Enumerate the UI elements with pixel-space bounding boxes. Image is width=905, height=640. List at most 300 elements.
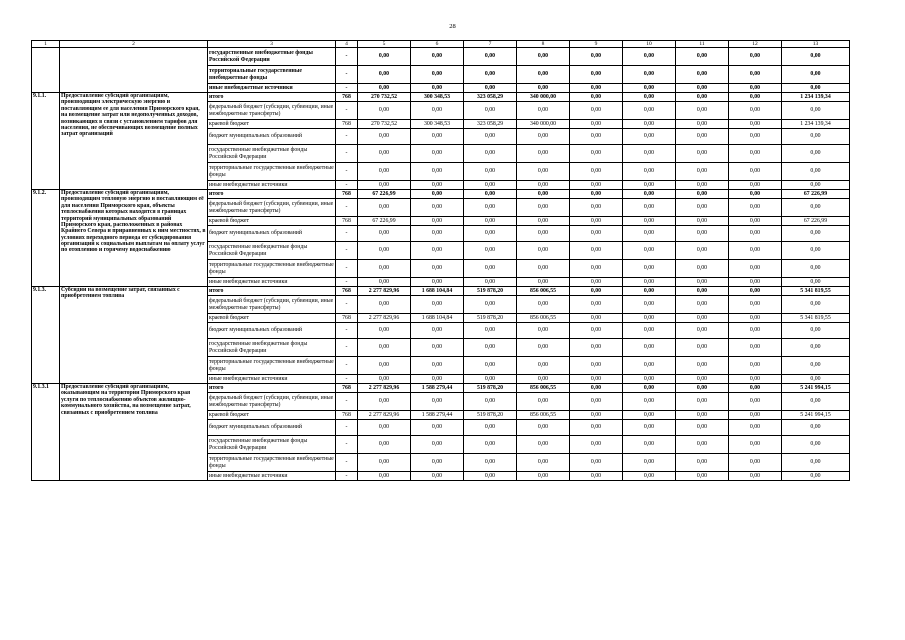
year-value: 0,00 [464, 181, 517, 190]
year-value: 0,00 [517, 66, 570, 84]
total-value: 67 226,99 [782, 190, 850, 199]
year-value: 0,00 [729, 102, 782, 120]
budget-code: - [336, 260, 358, 278]
year-value: 0,00 [570, 242, 623, 260]
funding-source: территориальные государственные внебюджетные фонды [208, 66, 336, 84]
year-value: 0,00 [570, 190, 623, 199]
year-value: 0,00 [464, 217, 517, 226]
table-row [32, 190, 850, 199]
budget-code: - [336, 472, 358, 481]
year-value: 0,00 [729, 163, 782, 181]
total-value: 5 341 819,55 [782, 314, 850, 323]
year-value: 0,00 [729, 420, 782, 436]
table-row [32, 287, 850, 296]
funding-source: бюджет муниципальных образований [208, 226, 336, 242]
year-value: 0,00 [570, 384, 623, 393]
year-value: 0,00 [464, 84, 517, 93]
column-number: 3 [208, 41, 336, 48]
year-value: 1 688 104,84 [411, 314, 464, 323]
funding-source: бюджет муниципальных образований [208, 323, 336, 339]
page-number: 28 [449, 23, 456, 30]
budget-code: - [336, 84, 358, 93]
year-value: 0,00 [464, 190, 517, 199]
year-value: 0,00 [517, 48, 570, 66]
year-value: 0,00 [676, 66, 729, 84]
year-value: 0,00 [411, 420, 464, 436]
year-value: 0,00 [570, 296, 623, 314]
year-value: 519 878,20 [464, 287, 517, 296]
year-value: 0,00 [570, 217, 623, 226]
year-value: 0,00 [570, 66, 623, 84]
total-value: 0,00 [782, 84, 850, 93]
year-value: 0,00 [623, 145, 676, 163]
year-value: 0,00 [570, 411, 623, 420]
year-value: 0,00 [464, 278, 517, 287]
year-value: 0,00 [464, 375, 517, 384]
year-value: 0,00 [464, 145, 517, 163]
year-value: 0,00 [464, 102, 517, 120]
year-value: 0,00 [411, 454, 464, 472]
column-number-row [32, 41, 850, 48]
year-value: 0,00 [729, 199, 782, 217]
column-number: 2 [60, 41, 208, 48]
year-value: 0,00 [464, 454, 517, 472]
total-value: 0,00 [782, 296, 850, 314]
year-value: 300 348,53 [411, 120, 464, 129]
funding-source: территориальные государственные внебюджетные фонды [208, 163, 336, 181]
year-value: 0,00 [676, 190, 729, 199]
year-value: 0,00 [729, 472, 782, 481]
year-value: 0,00 [517, 323, 570, 339]
funding-source: федеральный бюджет (субсидии, субвенции, иные межбюджетные трансферты) [208, 199, 336, 217]
year-value: 0,00 [411, 199, 464, 217]
total-value: 5 241 994,15 [782, 384, 850, 393]
year-value: 0,00 [411, 163, 464, 181]
year-value: 0,00 [517, 375, 570, 384]
budget-code: - [336, 375, 358, 384]
year-value: 0,00 [411, 278, 464, 287]
year-value: 0,00 [411, 84, 464, 93]
total-value: 0,00 [782, 436, 850, 454]
year-value: 519 878,20 [464, 411, 517, 420]
year-value: 0,00 [623, 163, 676, 181]
year-value: 323 058,29 [464, 120, 517, 129]
year-value: 0,00 [517, 242, 570, 260]
year-value: 0,00 [411, 296, 464, 314]
budget-code: - [336, 129, 358, 145]
year-value: 0,00 [623, 287, 676, 296]
total-value: 0,00 [782, 393, 850, 411]
year-value: 0,00 [729, 393, 782, 411]
year-value: 0,00 [517, 296, 570, 314]
funding-source: федеральный бюджет (субсидии, субвенции, иные межбюджетные трансферты) [208, 102, 336, 120]
budget-code: - [336, 66, 358, 84]
year-value: 0,00 [729, 145, 782, 163]
funding-source: итого [208, 93, 336, 102]
year-value: 0,00 [517, 102, 570, 120]
column-number: 7 [464, 41, 517, 48]
budget-code: - [336, 296, 358, 314]
year-value: 0,00 [570, 199, 623, 217]
year-value: 0,00 [517, 199, 570, 217]
funding-source: государственные внебюджетные фонды Российской Федерации [208, 339, 336, 357]
year-value: 0,00 [729, 242, 782, 260]
year-value: 0,00 [676, 226, 729, 242]
funding-source: итого [208, 287, 336, 296]
item-description: Предоставление субсидий организациям, производящим тепловую энергию и поставляющим её для населения Приморского края, объекты теплоснабжения которых находятся в границах территорий муниципальных образований Приморского края, расположенных в районах Крайнего Севера и приравненных к ним местностях, в условиях переходного периода от субсидирования организаций к социальным выплатам на оплату услуг по отоплению и горячему водоснабжению [60, 190, 208, 287]
year-value: 0,00 [358, 454, 411, 472]
year-value: 0,00 [676, 454, 729, 472]
year-value: 0,00 [623, 120, 676, 129]
year-value: 0,00 [729, 120, 782, 129]
year-value: 0,00 [729, 260, 782, 278]
year-value: 0,00 [570, 102, 623, 120]
year-value: 1 688 104,84 [411, 287, 464, 296]
total-value: 0,00 [782, 357, 850, 375]
year-value: 0,00 [623, 226, 676, 242]
year-value: 0,00 [729, 384, 782, 393]
total-value: 0,00 [782, 145, 850, 163]
year-value: 0,00 [358, 323, 411, 339]
budget-code: - [336, 339, 358, 357]
funding-source: итого [208, 384, 336, 393]
year-value: 0,00 [358, 102, 411, 120]
year-value: 0,00 [729, 296, 782, 314]
year-value: 0,00 [411, 190, 464, 199]
year-value: 270 732,52 [358, 120, 411, 129]
year-value: 0,00 [623, 472, 676, 481]
total-value: 0,00 [782, 472, 850, 481]
year-value: 1 588 279,44 [411, 411, 464, 420]
year-value: 0,00 [570, 48, 623, 66]
year-value: 0,00 [623, 93, 676, 102]
year-value: 0,00 [411, 357, 464, 375]
year-value: 2 277 829,96 [358, 411, 411, 420]
year-value: 0,00 [517, 145, 570, 163]
item-number: 9.1.3.1 [32, 384, 60, 481]
year-value: 0,00 [464, 66, 517, 84]
year-value: 0,00 [517, 217, 570, 226]
year-value: 270 732,52 [358, 93, 411, 102]
year-value: 0,00 [358, 181, 411, 190]
year-value: 0,00 [358, 48, 411, 66]
year-value: 0,00 [517, 84, 570, 93]
year-value: 67 226,99 [358, 190, 411, 199]
item-description: Субсидии на возмещение затрат, связанных с приобретением топлива [60, 287, 208, 384]
budget-code: - [336, 357, 358, 375]
year-value: 0,00 [464, 339, 517, 357]
year-value: 0,00 [623, 48, 676, 66]
table-row [32, 48, 850, 66]
year-value: 0,00 [517, 226, 570, 242]
year-value: 0,00 [358, 260, 411, 278]
funding-source: итого [208, 190, 336, 199]
year-value: 0,00 [464, 226, 517, 242]
funding-source: краевой бюджет [208, 314, 336, 323]
year-value: 0,00 [411, 393, 464, 411]
year-value: 0,00 [623, 375, 676, 384]
year-value: 0,00 [623, 260, 676, 278]
year-value: 0,00 [411, 145, 464, 163]
funding-source: бюджет муниципальных образований [208, 129, 336, 145]
year-value: 856 006,55 [517, 384, 570, 393]
funding-source: государственные внебюджетные фонды Российской Федерации [208, 145, 336, 163]
year-value: 0,00 [411, 436, 464, 454]
column-number: 1 [32, 41, 60, 48]
budget-code: 768 [336, 287, 358, 296]
year-value: 0,00 [623, 323, 676, 339]
year-value: 0,00 [358, 375, 411, 384]
year-value: 0,00 [411, 181, 464, 190]
budget-code: - [336, 323, 358, 339]
budget-code: - [336, 181, 358, 190]
year-value: 0,00 [358, 199, 411, 217]
funding-source: территориальные государственные внебюджетные фонды [208, 357, 336, 375]
year-value: 0,00 [729, 375, 782, 384]
year-value: 0,00 [570, 278, 623, 287]
year-value: 0,00 [623, 242, 676, 260]
year-value: 0,00 [411, 242, 464, 260]
year-value: 0,00 [517, 190, 570, 199]
year-value: 0,00 [464, 436, 517, 454]
year-value: 0,00 [623, 436, 676, 454]
year-value: 0,00 [411, 226, 464, 242]
year-value: 0,00 [676, 278, 729, 287]
year-value: 0,00 [411, 472, 464, 481]
year-value: 0,00 [676, 296, 729, 314]
funding-source: краевой бюджет [208, 217, 336, 226]
year-value: 0,00 [729, 339, 782, 357]
year-value: 1 588 279,44 [411, 384, 464, 393]
year-value: 0,00 [570, 129, 623, 145]
year-value: 0,00 [676, 393, 729, 411]
year-value: 0,00 [517, 454, 570, 472]
year-value: 0,00 [729, 314, 782, 323]
year-value: 0,00 [517, 436, 570, 454]
year-value: 0,00 [464, 420, 517, 436]
year-value: 0,00 [676, 384, 729, 393]
year-value: 0,00 [517, 163, 570, 181]
year-value: 0,00 [623, 84, 676, 93]
table-row [32, 93, 850, 102]
year-value: 0,00 [411, 102, 464, 120]
year-value: 0,00 [570, 314, 623, 323]
year-value: 856 006,55 [517, 411, 570, 420]
year-value: 0,00 [570, 145, 623, 163]
year-value: 0,00 [623, 278, 676, 287]
year-value: 0,00 [676, 420, 729, 436]
budget-code: - [336, 145, 358, 163]
total-value: 0,00 [782, 102, 850, 120]
funding-source: территориальные государственные внебюджетные фонды [208, 260, 336, 278]
year-value: 0,00 [517, 278, 570, 287]
year-value: 0,00 [623, 129, 676, 145]
year-value: 0,00 [517, 393, 570, 411]
total-value: 0,00 [782, 420, 850, 436]
total-value: 0,00 [782, 199, 850, 217]
year-value: 0,00 [623, 357, 676, 375]
year-value: 0,00 [623, 314, 676, 323]
table-row [32, 384, 850, 393]
year-value: 0,00 [729, 84, 782, 93]
budget-code: - [336, 226, 358, 242]
funding-source: иные внебюджетные источники [208, 278, 336, 287]
year-value: 0,00 [676, 242, 729, 260]
year-value: 0,00 [464, 199, 517, 217]
funding-source: государственные внебюджетные фонды Российской Федерации [208, 242, 336, 260]
total-value: 0,00 [782, 242, 850, 260]
year-value: 0,00 [464, 323, 517, 339]
item-description [60, 48, 208, 93]
total-value: 0,00 [782, 226, 850, 242]
year-value: 0,00 [676, 287, 729, 296]
column-number: 9 [570, 41, 623, 48]
year-value: 0,00 [570, 436, 623, 454]
year-value: 0,00 [464, 472, 517, 481]
year-value: 0,00 [676, 199, 729, 217]
year-value: 0,00 [358, 129, 411, 145]
year-value: 0,00 [570, 181, 623, 190]
budget-code: - [336, 454, 358, 472]
year-value: 0,00 [464, 357, 517, 375]
year-value: 0,00 [676, 411, 729, 420]
year-value: 0,00 [676, 129, 729, 145]
year-value: 67 226,99 [358, 217, 411, 226]
funding-source: территориальные государственные внебюджетные фонды [208, 454, 336, 472]
total-value: 0,00 [782, 454, 850, 472]
year-value: 340 000,00 [517, 120, 570, 129]
funding-source: иные внебюджетные источники [208, 84, 336, 93]
year-value: 0,00 [676, 357, 729, 375]
year-value: 0,00 [358, 357, 411, 375]
year-value: 0,00 [358, 339, 411, 357]
budget-code: - [336, 278, 358, 287]
budget-code: - [336, 242, 358, 260]
year-value: 0,00 [570, 454, 623, 472]
year-value: 0,00 [358, 393, 411, 411]
total-value: 1 234 139,34 [782, 93, 850, 102]
year-value: 0,00 [623, 454, 676, 472]
year-value: 0,00 [464, 242, 517, 260]
column-number: 11 [676, 41, 729, 48]
year-value: 0,00 [623, 66, 676, 84]
year-value: 0,00 [729, 323, 782, 339]
year-value: 0,00 [676, 93, 729, 102]
total-value: 0,00 [782, 163, 850, 181]
budget-code: - [336, 199, 358, 217]
year-value: 0,00 [623, 384, 676, 393]
year-value: 0,00 [676, 339, 729, 357]
year-value: 0,00 [676, 260, 729, 278]
total-value: 0,00 [782, 181, 850, 190]
total-value: 0,00 [782, 129, 850, 145]
total-value: 0,00 [782, 66, 850, 84]
year-value: 0,00 [358, 472, 411, 481]
year-value: 0,00 [464, 393, 517, 411]
year-value: 0,00 [411, 323, 464, 339]
year-value: 0,00 [623, 411, 676, 420]
year-value: 0,00 [358, 163, 411, 181]
year-value: 0,00 [517, 181, 570, 190]
budget-code: 768 [336, 93, 358, 102]
year-value: 0,00 [570, 339, 623, 357]
budget-code: - [336, 102, 358, 120]
year-value: 0,00 [570, 260, 623, 278]
total-value: 0,00 [782, 323, 850, 339]
column-number: 8 [517, 41, 570, 48]
funding-source: краевой бюджет [208, 120, 336, 129]
budget-code: - [336, 420, 358, 436]
item-number: 9.1.2. [32, 190, 60, 287]
funding-source: иные внебюджетные источники [208, 181, 336, 190]
year-value: 0,00 [623, 339, 676, 357]
year-value: 0,00 [729, 93, 782, 102]
budget-code: - [336, 48, 358, 66]
year-value: 0,00 [517, 339, 570, 357]
year-value: 0,00 [623, 217, 676, 226]
budget-code: - [336, 393, 358, 411]
year-value: 0,00 [623, 102, 676, 120]
year-value: 2 277 829,96 [358, 314, 411, 323]
year-value: 0,00 [570, 120, 623, 129]
year-value: 0,00 [676, 181, 729, 190]
year-value: 0,00 [358, 296, 411, 314]
year-value: 0,00 [517, 420, 570, 436]
budget-code: 768 [336, 217, 358, 226]
year-value: 0,00 [517, 260, 570, 278]
column-number: 5 [358, 41, 411, 48]
year-value: 0,00 [729, 190, 782, 199]
column-number: 6 [411, 41, 464, 48]
column-number: 12 [729, 41, 782, 48]
year-value: 0,00 [411, 375, 464, 384]
year-value: 0,00 [729, 217, 782, 226]
budget-code: 768 [336, 190, 358, 199]
item-number [32, 48, 60, 93]
year-value: 0,00 [411, 339, 464, 357]
year-value: 0,00 [729, 48, 782, 66]
funding-source: иные внебюджетные источники [208, 375, 336, 384]
year-value: 0,00 [676, 472, 729, 481]
budget-code: 768 [336, 384, 358, 393]
year-value: 0,00 [570, 472, 623, 481]
item-description: Предоставление субсидий организациям, оказывающим на территории Приморского края услуги по теплоснабжению объектов жилищно-коммунального хозяйства, на возмещение затрат, связанных с приобретением топлива [60, 384, 208, 481]
total-value: 0,00 [782, 339, 850, 357]
year-value: 0,00 [676, 436, 729, 454]
total-value: 0,00 [782, 278, 850, 287]
budget-table [31, 40, 850, 481]
funding-source: иные внебюджетные источники [208, 472, 336, 481]
year-value: 0,00 [676, 102, 729, 120]
total-value: 5 341 819,55 [782, 287, 850, 296]
year-value: 0,00 [623, 420, 676, 436]
year-value: 0,00 [358, 420, 411, 436]
year-value: 0,00 [570, 226, 623, 242]
year-value: 0,00 [411, 129, 464, 145]
total-value: 5 241 994,15 [782, 411, 850, 420]
year-value: 0,00 [517, 357, 570, 375]
year-value: 0,00 [570, 163, 623, 181]
year-value: 0,00 [729, 436, 782, 454]
year-value: 2 277 829,96 [358, 384, 411, 393]
year-value: 0,00 [570, 420, 623, 436]
year-value: 0,00 [517, 129, 570, 145]
year-value: 0,00 [729, 454, 782, 472]
column-number: 13 [782, 41, 850, 48]
year-value: 0,00 [729, 411, 782, 420]
year-value: 2 277 829,96 [358, 287, 411, 296]
year-value: 0,00 [676, 120, 729, 129]
